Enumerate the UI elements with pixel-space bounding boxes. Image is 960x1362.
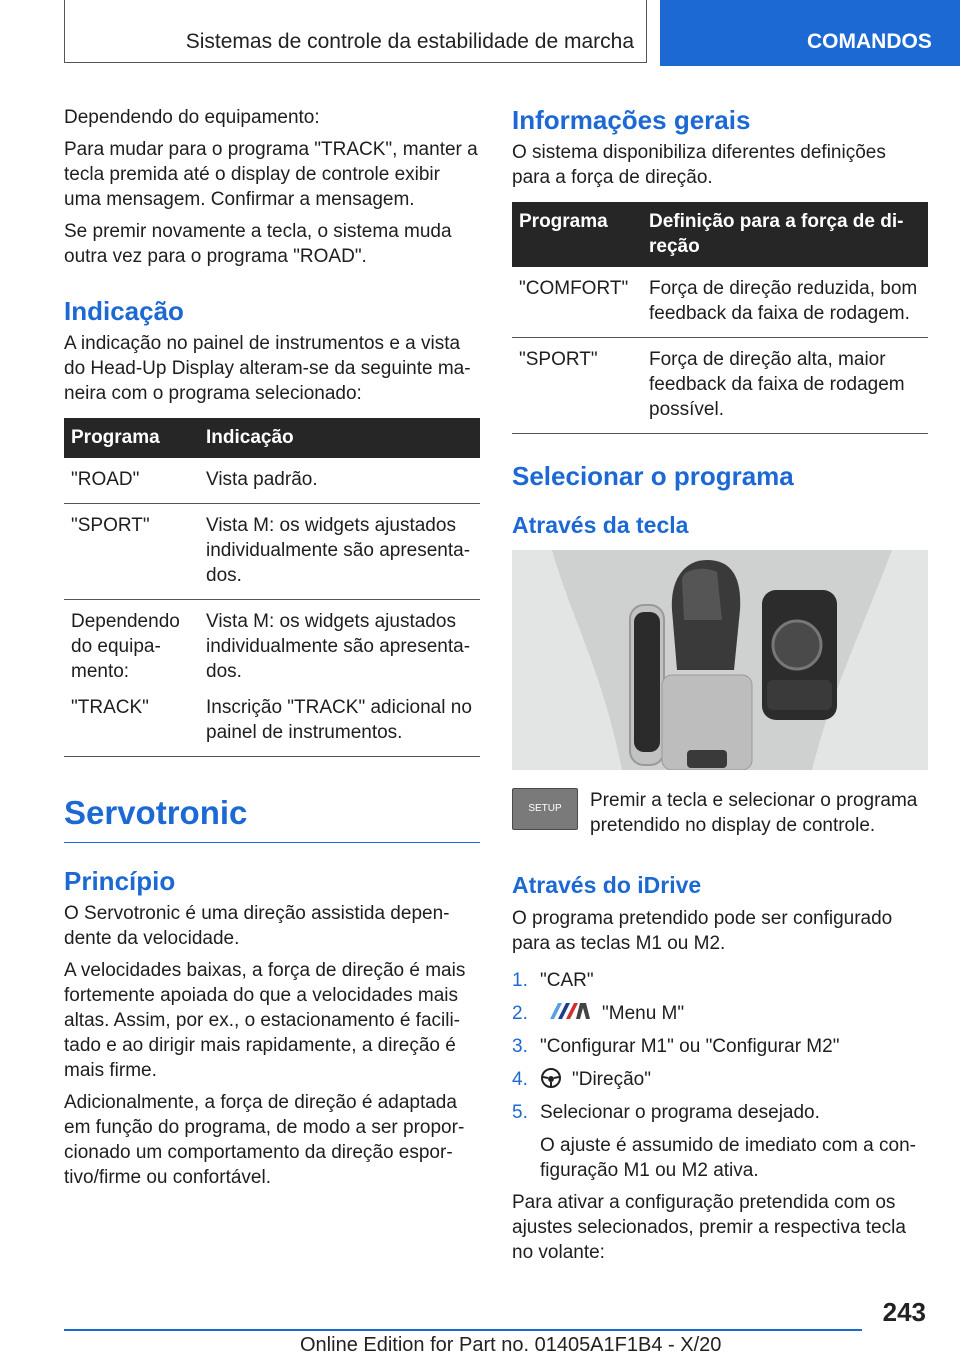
paragraph: Se premir novamente a tecla, o sistema muda outra vez para o programa "ROAD". [64,221,452,267]
center-console-illustration [512,550,928,770]
step-text: "CAR" [540,970,594,991]
left-column [64,105,480,1197]
table-row [64,504,480,600]
section-tab[interactable] [660,0,960,66]
paragraph: O Servotronic é uma direção assistida depen-dente da velocidade. [64,903,450,949]
heading-informacoes: Informações gerais [512,105,751,135]
steering-table [512,202,928,434]
table-header-cell: Programa [64,418,199,458]
paragraph: Adicionalmente, a força de direção é adaptada em função do programa, de modo a ser propor-cionado um comportamento da direção espor-tivo/firme ou confortável. [64,1092,465,1188]
paragraph: Dependendo do equipamento: [64,107,320,128]
table-row [512,267,928,338]
heading-servotronic: Servotronic [64,793,480,843]
step-note: O ajuste é assumido de imediato com a con-figuração M1 ou M2 ativa. [540,1135,916,1181]
list-item [512,1100,928,1125]
table-cell: "TRACK" [64,686,199,757]
page-number: 243 [882,1297,926,1327]
step-number: 1. [512,970,528,991]
step-number: 5. [512,1102,528,1123]
heading-indicacao: Indicação [64,296,184,326]
table-cell: "ROAD" [64,458,199,504]
table-cell: Vista M: os widgets ajustados individualmente são apresenta-dos. [199,504,480,600]
list-item [512,1067,928,1092]
center-console-photo [512,550,928,770]
right-column [512,104,928,1272]
table-cell: Força de direção reduzida, bom feedback da faixa de rodagem. [642,267,928,338]
header-box [64,0,647,63]
m-menu-icon [540,1001,596,1021]
table-header-cell: Programa [512,202,642,267]
table-cell: Vista M: os widgets ajustados individualmente são apresenta-dos. [206,611,471,682]
list-item [512,1034,928,1059]
footer-divider [64,1329,862,1331]
steering-wheel-icon [540,1067,562,1089]
list-item [512,968,928,993]
table-row [64,458,480,504]
steps-list [512,968,928,1125]
table-header-row [512,202,928,267]
paragraph: A indicação no painel de instrumentos e a vista do Head-Up Display alteram-se da seguinte ma-neira com o programa selecionado: [64,333,471,404]
table-cell: "COMFORT" [512,267,642,338]
heading-principio: Princípio [64,866,176,896]
table-row [64,686,480,757]
paragraph: O sistema disponibiliza diferentes definições para a força de direção. [512,142,886,188]
table-cell: "SPORT" [512,338,642,434]
step-text: "Direção" [572,1069,651,1090]
heading-tecla: Através da tecla [512,512,689,538]
paragraph: Para ativar a configuração pretendida com os ajustes selecionados, premir a respectiva tecla no volante: [512,1192,906,1263]
section-tab-label: COMANDOS [807,30,932,53]
table-header-cell: Indicação [199,418,480,458]
paragraph: A velocidades baixas, a força de direção é mais fortemente apoiada do que a velocidades mais altas. Assim, por ex., o estacionamento é facili-tado e ao dirigir mais rapidamente, a direção é mais firme. [64,960,466,1081]
step-number: 4. [512,1069,528,1090]
step-text: "Configurar M1" ou "Configurar M2" [540,1036,840,1057]
step-text: Selecionar o programa desejado. [540,1102,820,1123]
heading-idrive: Através do iDrive [512,872,702,898]
list-item [512,1001,928,1026]
table-row [64,600,480,687]
indication-table [64,418,480,757]
setup-instruction [512,788,928,838]
table-header-cell: Definição para a força de di-reção [642,202,928,267]
chapter-title: Sistemas de controle da estabilidade de marcha [185,30,634,53]
footer-edition: Online Edition for Part no. 01405A1F1B4 - X/20 [300,1334,722,1356]
heading-selecionar: Selecionar o programa [512,461,794,491]
table-header-row [64,418,480,458]
table-cell: Vista padrão. [199,458,480,504]
table-cell: Inscrição "TRACK" adicional no painel de instrumentos. [199,686,480,757]
step-number: 3. [512,1036,528,1057]
paragraph: Para mudar para o programa "TRACK", manter a tecla premida até o display de controle exibir uma mensagem. Confirmar a mensagem. [64,139,478,210]
paragraph: O programa pretendido pode ser configurado para as teclas M1 ou M2. [512,908,893,954]
table-cell: Dependendo do equipa-mento: [71,611,180,682]
table-row [512,338,928,434]
setup-button-icon: SETUP [512,788,578,830]
setup-text: Premir a tecla e selecionar o programa pretendido no display de controle. [590,790,918,836]
table-cell: Força de direção alta, maior feedback da faixa de rodagem possível. [642,338,928,434]
table-cell: "SPORT" [64,504,199,600]
step-number: 2. [512,1003,528,1024]
step-text: "Menu M" [602,1003,685,1024]
